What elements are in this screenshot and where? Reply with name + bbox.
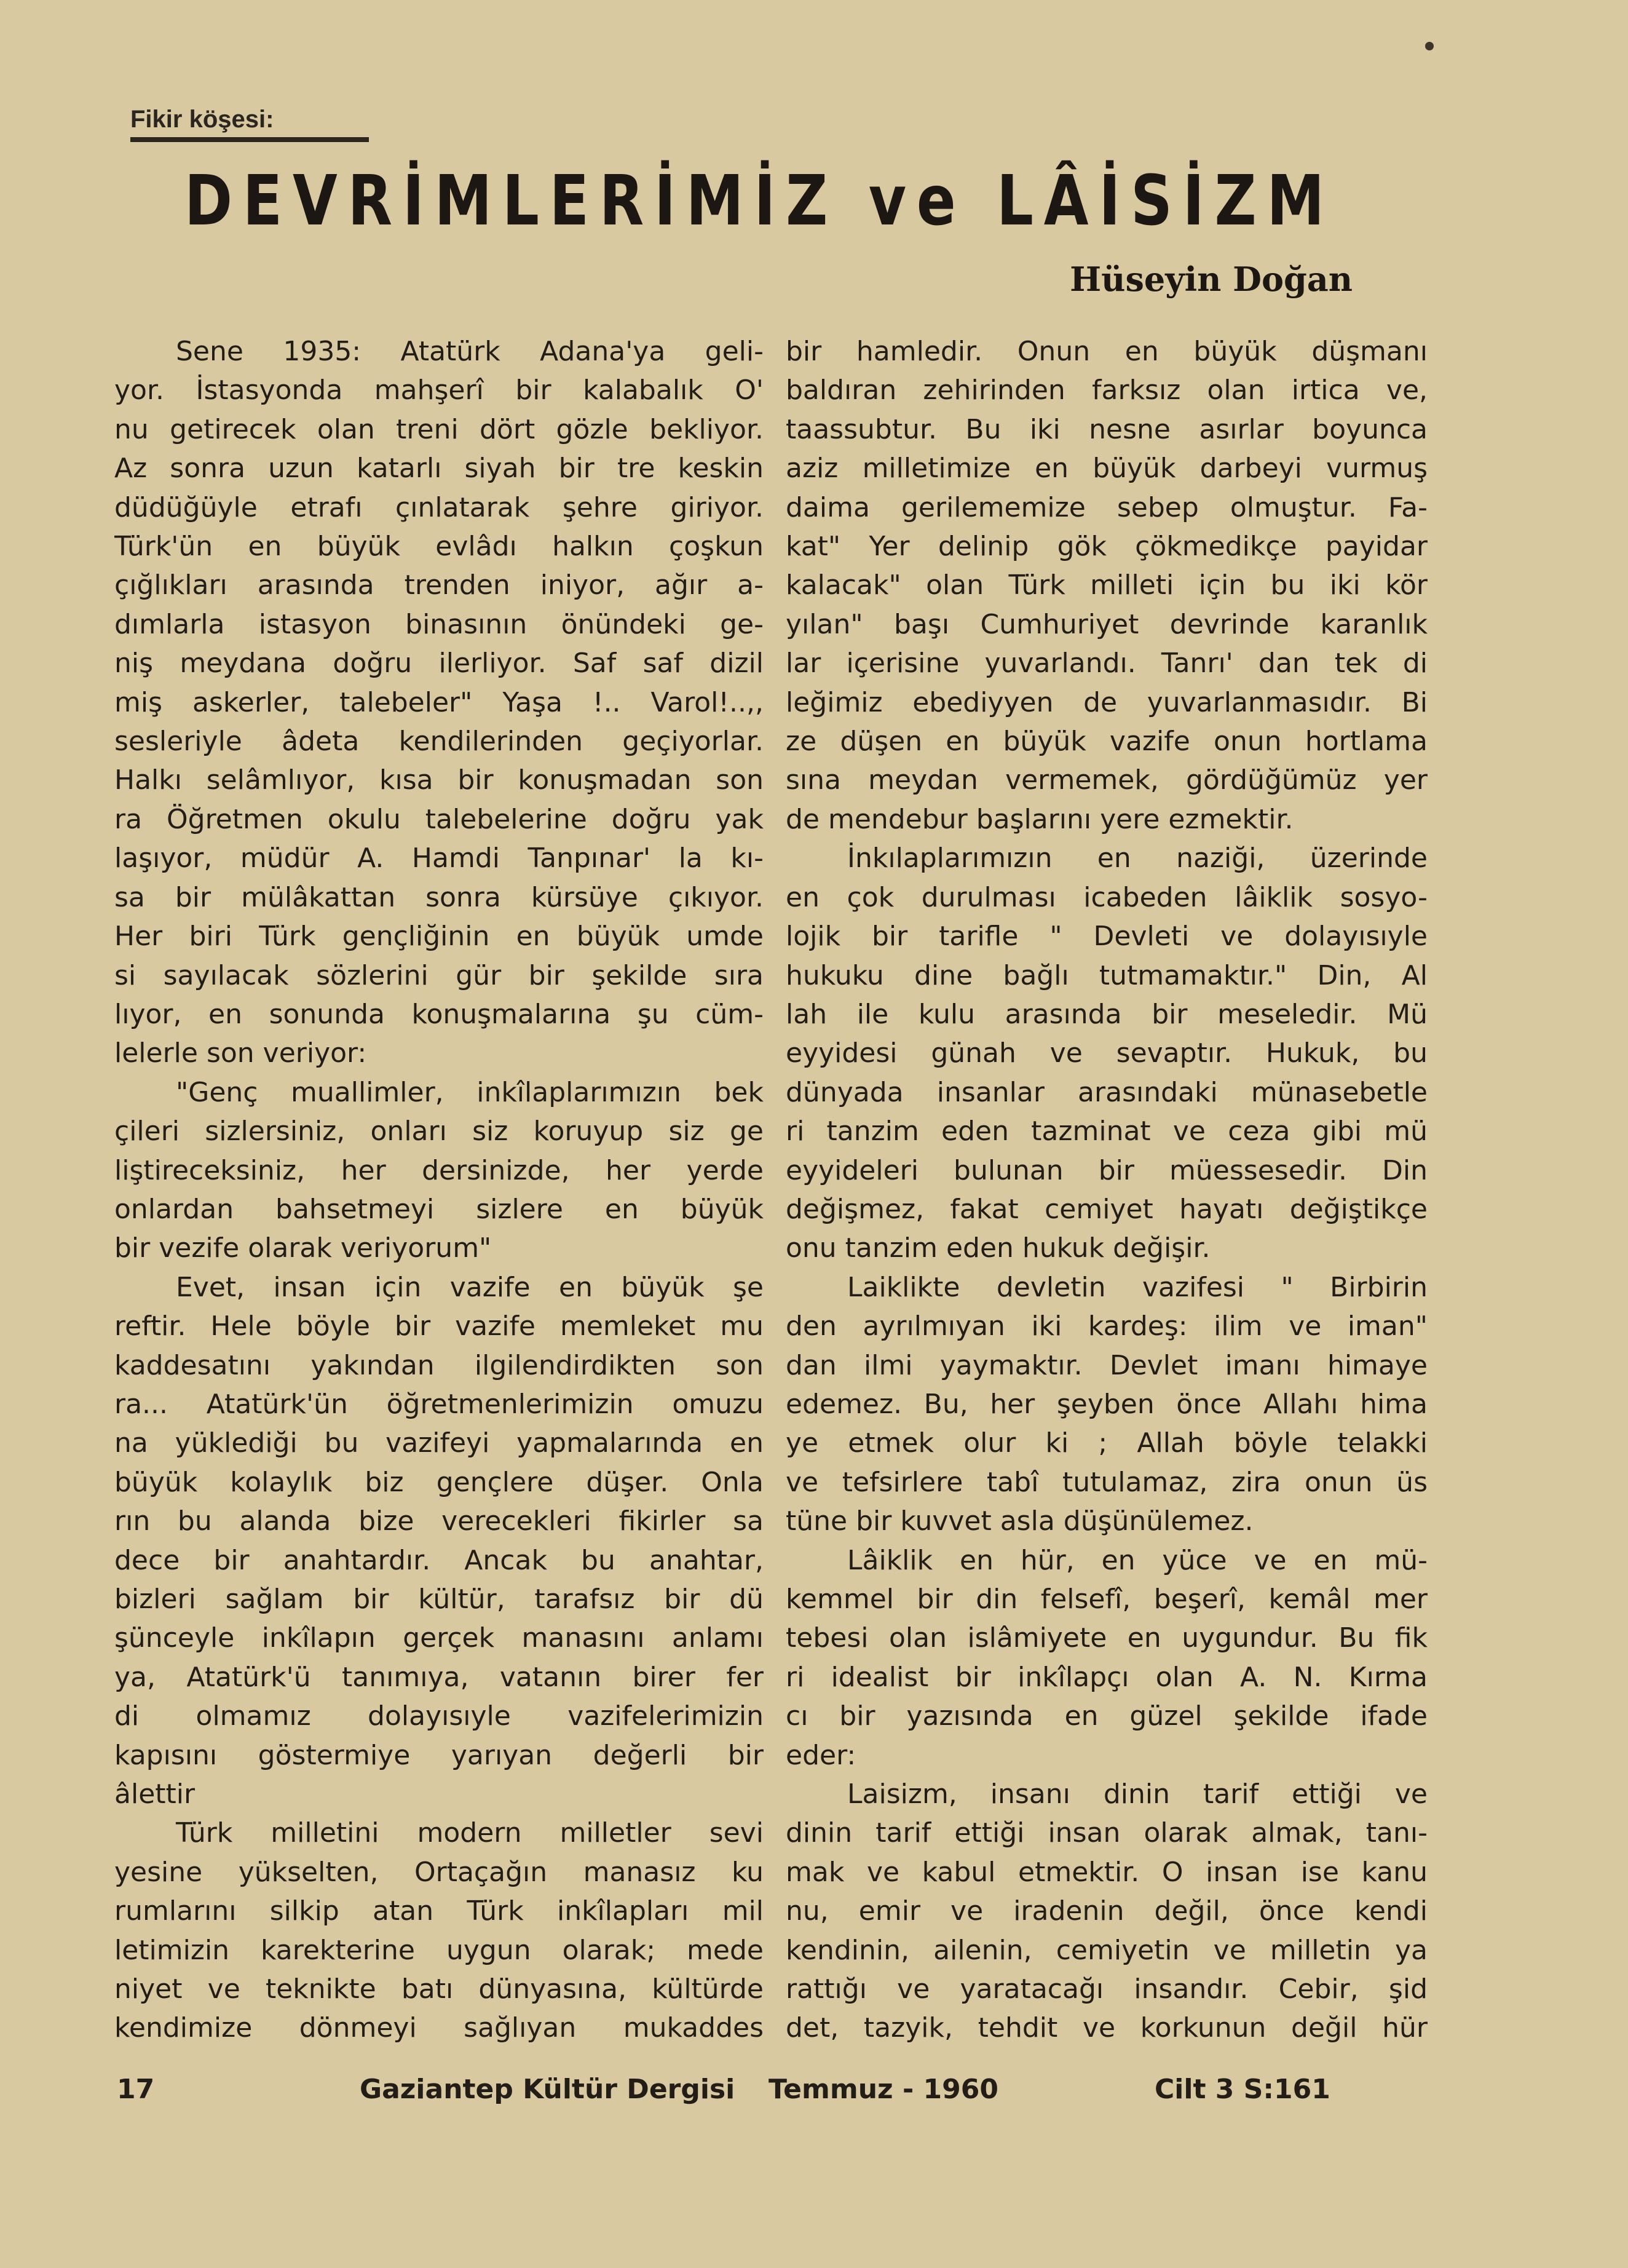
volume-number: Cilt 3 S:161 (1155, 2074, 1330, 2105)
text-line: tüne bir kuvvet asla düşünülemez. (786, 1505, 1254, 1537)
text-line: büyük kolaylık biz gençlere düşer. Onla (114, 1466, 764, 1498)
text-line: ri tanzim eden tazminat ve ceza gibi mü (786, 1116, 1428, 1148)
text-line: kalacak" olan Türk milleti için bu iki kör (786, 569, 1428, 601)
text-line: Halkı selâmlıyor, kısa bir konuşmadan son (114, 764, 764, 796)
text-line: niyet ve teknikte batı dünyasına, kültürde (114, 1973, 764, 2005)
text-line: çileri sizlersiniz, onları siz koruyup siz ge (114, 1116, 764, 1148)
text-line: yılan" başı Cumhuriyet devrinde karanlık (786, 608, 1428, 640)
text-line: laşıyor, müdür A. Hamdi Tanpınar' la kı- (114, 843, 764, 874)
text-line: lelerle son veriyor: (114, 1037, 367, 1069)
text-line: reftir. Hele böyle bir vazife memleket mu (114, 1310, 764, 1342)
page-number: 17 (117, 2074, 155, 2105)
text-line: cı bir yazısında en güzel şekilde ifade (786, 1700, 1428, 1732)
text-line: kaddesatını yakından ilgilendirdikten son (114, 1349, 764, 1381)
text-line: çığlıkları arasında trenden iniyor, ağır a- (114, 569, 764, 601)
text-line: kat" Yer delinip gök çökmedikçe payidar (786, 531, 1428, 563)
text-line: İnkılaplarımızın en naziği, üzerinde (847, 843, 1428, 874)
text-line: Lâiklik en hür, en yüce ve en mü- (847, 1544, 1428, 1576)
text-line: kendimize dönmeyi sağlıyan mukaddes (114, 2012, 764, 2044)
text-line: aziz milletimize en büyük darbeyi vurmuş (786, 453, 1428, 485)
text-line: det, tazyik, tehdit ve korkunun değil hür (786, 2012, 1428, 2044)
text-line: bizleri sağlam bir kültür, tarafsız bir dü (114, 1584, 764, 1615)
text-line: eyyidesi günah ve sevaptır. Hukuk, bu (786, 1037, 1428, 1069)
text-line: dünyada insanlar arasındaki münasebetle (786, 1076, 1428, 1108)
text-line: Laisizm, insanı dinin tarif ettiği ve (847, 1778, 1428, 1810)
text-line: lıyor, en sonunda konuşmalarına şu cüm- (114, 998, 764, 1030)
text-line: lojik bir tarifle " Devleti ve dolayısıyle (786, 921, 1428, 953)
text-line: taassubtur. Bu iki nesne asırlar boyunca (786, 413, 1428, 445)
text-line: dan ilmi yaymaktır. Devlet imanı himaye (786, 1349, 1428, 1381)
text-line: sa bir mülâkattan sonra kürsüye çıkıyor. (114, 881, 764, 913)
text-line: ra Öğretmen okulu talebelerine doğru yak (114, 803, 764, 835)
text-line: şünceyle inkîlapın gerçek manasını anlamı (114, 1622, 764, 1654)
text-line: ye etmek olur ki ; Allah böyle telakki (786, 1427, 1428, 1459)
text-line: nu, emir ve iradenin değil, önce kendi (786, 1895, 1428, 1927)
text-line: değişmez, fakat cemiyet hayatı değiştikçe (786, 1193, 1428, 1225)
text-line: nu getirecek olan treni dört gözle bekliyor. (114, 413, 764, 445)
text-line: eyyideleri bulunan bir müessesedir. Din (786, 1154, 1428, 1186)
text-line: ya, Atatürk'ü tanımıya, vatanın birer fer (114, 1661, 764, 1693)
left-column (114, 332, 764, 2048)
page-footer (117, 2074, 1365, 2111)
text-line: den ayrılmıyan iki kardeş: ilim ve iman" (786, 1310, 1428, 1342)
text-line: baldıran zehirinden farksız olan irtica ve, (786, 375, 1428, 406)
text-line: mak ve kabul etmektir. O insan ise kanu (786, 1856, 1428, 1888)
text-line: rın bu alanda bize verecekleri fikirler sa (114, 1505, 764, 1537)
text-line: leğimiz ebediyyen de yuvarlanmasıdır. Bi (786, 686, 1428, 718)
text-line: daima gerilememize sebep olmuştur. Fa- (786, 491, 1428, 523)
article-author: Hüseyin Doğan (1070, 260, 1353, 299)
text-line: onu tanzim eden hukuk değişir. (786, 1232, 1211, 1264)
text-line: Laiklikte devletin vazifesi " Birbirin (847, 1271, 1428, 1303)
text-line: ve tefsirlere tabî tutulamaz, zira onun üs (786, 1466, 1428, 1498)
right-column (786, 332, 1428, 2048)
section-label: Fikir köşesi: (130, 106, 369, 142)
text-line: Her biri Türk gençliğinin en büyük umde (114, 921, 764, 953)
text-line: Az sonra uzun katarlı siyah bir tre keskin (114, 453, 764, 485)
text-line: dımlarla istasyon binasının önündeki ge- (114, 608, 764, 640)
issue-date: Temmuz - 1960 (769, 2074, 998, 2105)
text-line: kemmel bir din felsefî, beşerî, kemâl mer (786, 1584, 1428, 1615)
text-line: Sene 1935: Atatürk Adana'ya geli- (176, 336, 764, 367)
text-line: kendinin, ailenin, cemiyetin ve milletin ya (786, 1934, 1428, 1966)
text-line: hukuku dine bağlı tutmamaktır." Din, Al (786, 959, 1428, 991)
text-line: yesine yükselten, Ortaçağın manasız ku (114, 1856, 764, 1888)
text-line: rattığı ve yaratacağı insandır. Cebir, şid (786, 1973, 1428, 2005)
text-line: en çok durulması icabeden lâiklik sosyo- (786, 881, 1428, 913)
text-line: Türk milletini modern milletler sevi (176, 1817, 764, 1849)
text-line: de mendebur başlarını yere ezmektir. (786, 803, 1294, 835)
text-line: Türk'ün en büyük evlâdı halkın çoşkun (114, 531, 764, 563)
text-line: sına meydan vermemek, gördüğümüz yer (786, 764, 1428, 796)
text-line: yor. İstasyonda mahşerî bir kalabalık O' (114, 375, 764, 406)
text-line: "Genç muallimler, inkîlaplarımızın bek (176, 1076, 764, 1108)
text-line: na yüklediği bu vazifeyi yapmalarında en (114, 1427, 764, 1459)
text-line: eder: (786, 1739, 856, 1771)
text-line: ra... Atatürk'ün öğretmenlerimizin omuzu (114, 1388, 764, 1420)
article-title: DEVRİMLERİMİZ ve LÂİSİZM (184, 161, 1335, 241)
text-line: ze düşen en büyük vazife onun hortlama (786, 726, 1428, 758)
print-speck (1425, 42, 1434, 50)
text-line: miş askerler, talebeler" Yaşa !.. Varol!..,, (114, 686, 764, 718)
text-line: ri idealist bir inkîlapçı olan A. N. Kırma (786, 1661, 1428, 1693)
text-line: niş meydana doğru ilerliyor. Saf saf dizil (114, 648, 764, 680)
text-line: rumlarını silkip atan Türk inkîlapları mil (114, 1895, 764, 1927)
text-line: si sayılacak sözlerini gür bir şekilde sıra (114, 959, 764, 991)
text-line: edemez. Bu, her şeyben önce Allahı hima (786, 1388, 1428, 1420)
text-line: liştireceksiniz, her dersinizde, her yerde (114, 1154, 764, 1186)
text-line: Evet, insan için vazife en büyük şe (176, 1271, 764, 1303)
text-line: bir hamledir. Onun en büyük düşmanı (786, 336, 1428, 367)
text-line: sesleriyle âdeta kendilerinden geçiyorlar. (114, 726, 764, 758)
magazine-name: Gaziantep Kültür Dergisi (360, 2074, 735, 2105)
text-line: onlardan bahsetmeyi sizlere en büyük (114, 1193, 764, 1225)
text-line: lah ile kulu arasında bir meseledir. Mü (786, 998, 1428, 1030)
text-line: tebesi olan islâmiyete en uygundur. Bu fik (786, 1622, 1428, 1654)
text-line: âlettir (114, 1778, 196, 1810)
text-line: letimizin karekterine uygun olarak; mede (114, 1934, 764, 1966)
text-line: kapısını göstermiye yarıyan değerli bir (114, 1739, 764, 1771)
text-line: düdüğüyle etrafı çınlatarak şehre giriyor. (114, 491, 764, 523)
text-line: dinin tarif ettiği insan olarak almak, tanı- (786, 1817, 1428, 1849)
text-line: bir vezife olarak veriyorum" (114, 1232, 492, 1264)
text-line: dece bir anahtardır. Ancak bu anahtar, (114, 1544, 764, 1576)
text-line: di olmamız dolayısıyle vazifelerimizin (114, 1700, 764, 1732)
text-line: lar içerisine yuvarlandı. Tanrı' dan tek di (786, 648, 1428, 680)
